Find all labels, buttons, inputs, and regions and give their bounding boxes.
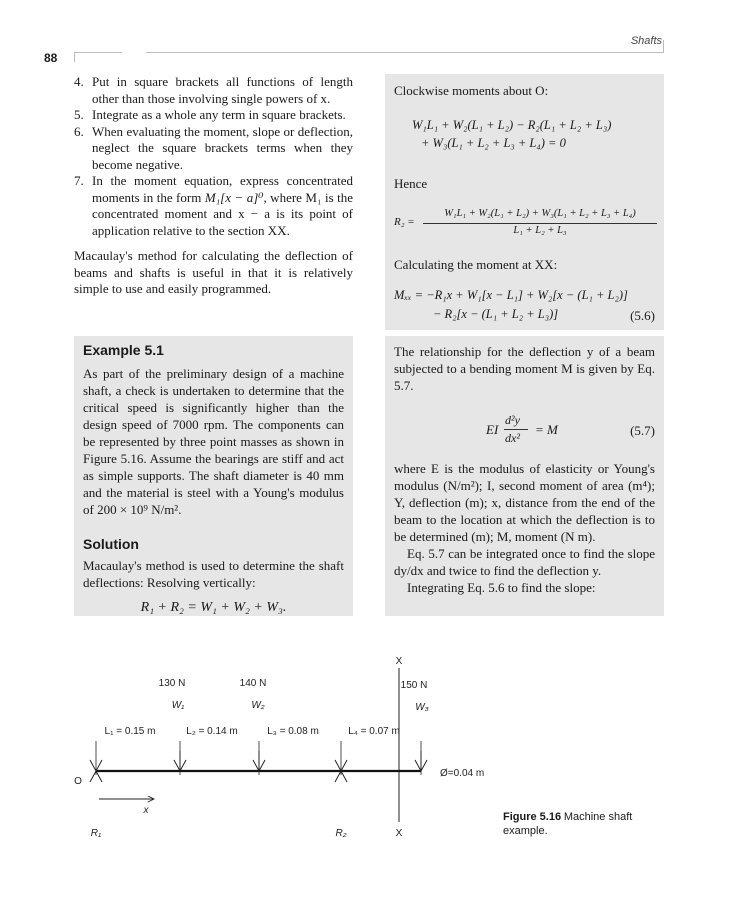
running-title: Shafts [630, 35, 662, 47]
deflection-intro: The relationship for the deflection y of a beam subjected to a bending moment M is given by Eq. 5.7. [394, 344, 655, 393]
integrating-slope-text: Integrating Eq. 5.6 to find the slope: [407, 580, 596, 595]
list-item: 4. Put in square brackets all functions of length other than those involving single powers of x. [74, 74, 353, 106]
header-tick-right [663, 40, 664, 53]
moments-equation-line2: + W₃(L₁ + L₂ + L₃ + L₄) = 0 [421, 136, 566, 150]
mxx-equation-line2: − R₂[x − (L₁ + L₂ + L₃)] [433, 307, 559, 321]
section-label-bottom: X [395, 828, 403, 839]
reaction-r2-label: R₂ [335, 828, 347, 839]
origin-label: O [74, 776, 82, 787]
load-force-label: 150 N [400, 680, 428, 691]
load-name-label: W₁ [171, 700, 185, 711]
integration-note: Eq. 5.7 can be integrated once to find the slope dy/dx and twice to find the deflection y. [394, 546, 655, 578]
example-heading: Example 5.1 [83, 342, 164, 358]
deflection-box [385, 336, 664, 616]
list-item: 6. When evaluating the moment, slope or deflection, neglect the square brackets terms when they become negative. [74, 123, 353, 172]
example-box [74, 336, 353, 616]
variable-definitions: where E is the modulus of elasticity or Young's modulus (N/m²); I, second moment of area (m⁴); Y, deflection (m); x, distance from the end of the beam to the location at which the deflection is to be determined (m); M, moment (N m). [394, 461, 655, 544]
equation-number-5-6: (5.6) [630, 308, 655, 323]
moments-equation-line1: W₁L₁ + W₂(L₁ + L₂) − R₂(L₁ + L₂ + L₃) [412, 118, 612, 132]
hence-label: Hence [394, 176, 428, 191]
load-arrows [90, 751, 427, 782]
section-label-top: X [395, 656, 403, 667]
header-rule-left [74, 52, 122, 53]
list-item: 7. In the moment equation, express concentrated moments in the form M₁[x − a]⁰, where M₁ is the concentrated moment and x − a is its point of application relative to the section XX. [74, 173, 353, 238]
mxx-equation-line1: Mₓₓ = −R₁x + W₁[x − L₁] + W₂[x − (L₁ + L₂)] [394, 288, 628, 302]
equation-5-7: EI d²y dx² = M (5.7) [486, 413, 655, 445]
figure-caption-label: Figure 5.16 [503, 811, 562, 823]
header-rule-right [146, 52, 664, 53]
length-label: L₄ = 0.07 m [348, 726, 400, 737]
solution-heading: Solution [83, 536, 139, 552]
length-label: L₂ = 0.14 m [186, 726, 238, 737]
figure-caption-text: Machine shaft example. [503, 811, 633, 837]
r2-denominator: L₁ + L₂ + L₃ [513, 225, 567, 236]
figure-caption [503, 810, 663, 838]
list-item: 5. Integrate as a whole any term in square brackets. [74, 107, 346, 122]
length-label: L₃ = 0.08 m [267, 726, 319, 737]
load-force-label: 140 N [239, 678, 267, 689]
header-tick-left [74, 52, 75, 62]
example-body: As part of the preliminary design of a machine shaft, a check is undertaken to determine that the critical speed is significantly higher than the design speed of 7000 rpm. The components can be represented by three point masses as shown in Figure 5.16. Assume the bearings are stiff and act as simple supports. The shaft diameter is 40 mm and the material is steel with a Young's modulus of 200 × 10⁹ N/m². [83, 366, 344, 517]
load-name-label: W₂ [251, 700, 265, 711]
load-force-label: 130 N [158, 678, 186, 689]
reaction-r1-label: R₁ [90, 828, 102, 839]
moments-label: Clockwise moments about O: [394, 83, 549, 98]
length-label: L₁ = 0.15 m [104, 726, 156, 737]
page-number: 88 [44, 51, 58, 65]
r2-lhs: R₂ = [394, 216, 415, 228]
vertical-equilibrium-equation: R₁ + R₂ = W₁ + W₂ + W₃. [140, 600, 287, 615]
moments-box [385, 74, 664, 330]
macaulay-paragraph: Macaulay's method for calculating the deflection of beams and shafts is useful in that it is relatively simple to use and easily programmed. [74, 248, 353, 296]
left-column [74, 74, 353, 298]
diameter-label: Ø=0.04 m [440, 768, 485, 779]
fraction-bar [423, 223, 657, 224]
load-name-label: W₃ [415, 702, 429, 713]
x-axis-label: x [143, 805, 149, 816]
r2-numerator: W₁L₁ + W₂(L₁ + L₂) + W₃(L₁ + L₂ + L₃ + L₄) [444, 208, 636, 219]
method-steps-list [74, 74, 353, 239]
solution-text: Macaulay's method is used to determine the shaft deflections: Resolving vertically: [83, 558, 344, 590]
moment-xx-label: Calculating the moment at XX: [394, 257, 558, 272]
